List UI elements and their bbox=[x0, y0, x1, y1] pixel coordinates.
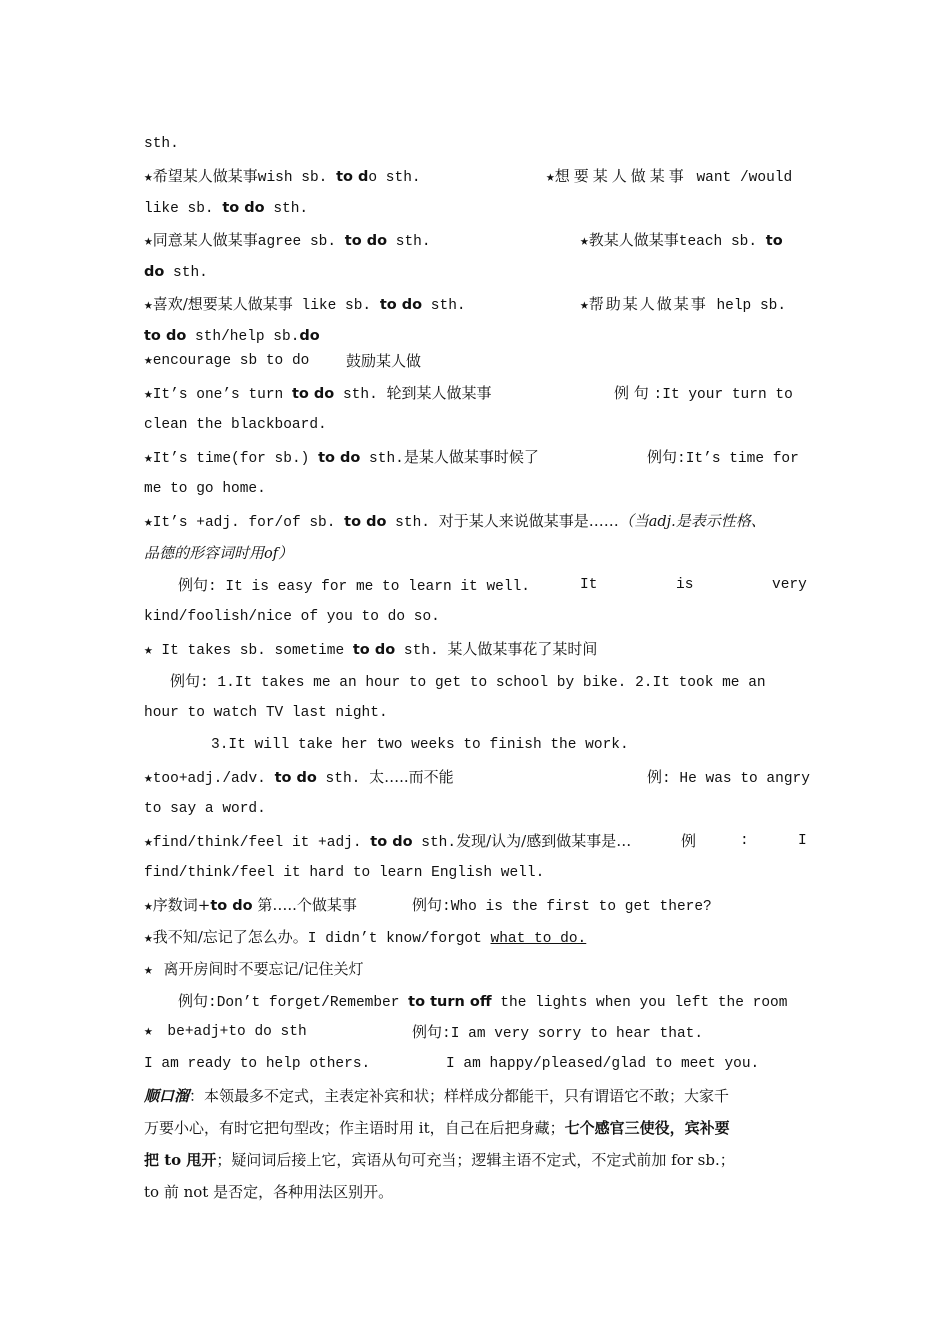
phrase-chinese: 发现/认为/感到做某事是… bbox=[456, 832, 632, 850]
text-line bbox=[144, 288, 808, 320]
example bbox=[647, 441, 799, 475]
phrase-english: like sb. bbox=[292, 298, 380, 314]
rhyme-title: 顺口溜 bbox=[144, 1087, 190, 1105]
bold-infinitive: to do bbox=[210, 898, 253, 914]
example-label: 例 bbox=[647, 768, 663, 786]
example-text: : It is easy for me to learn it well. bbox=[208, 579, 530, 595]
star-icon: ★ bbox=[144, 899, 153, 915]
star-icon: ★ bbox=[144, 298, 153, 314]
phrase-chinese: 鼓励某人做 bbox=[346, 352, 422, 370]
line-text: to say a word. bbox=[144, 801, 266, 817]
star-icon: ★ bbox=[144, 771, 153, 787]
text-line bbox=[144, 377, 808, 409]
phrase-english: sth. bbox=[264, 201, 309, 217]
bold-infinitive: to do bbox=[291, 386, 335, 402]
example-text: :I am very sorry to hear that. bbox=[442, 1026, 704, 1042]
example bbox=[647, 761, 810, 795]
phrase-chinese: 某人做某事花了某时间 bbox=[447, 640, 598, 658]
phrase-english: sth. bbox=[412, 835, 457, 851]
star-icon: ★ bbox=[144, 451, 153, 467]
italic-note: adj. bbox=[648, 514, 676, 530]
phrase-english: encourage sb to do bbox=[152, 353, 310, 369]
phrase-chinese: 是某人做某事时候了 bbox=[403, 448, 539, 466]
text-line bbox=[144, 224, 808, 256]
text-line bbox=[144, 953, 808, 985]
star-icon: ★ bbox=[144, 643, 153, 659]
phrase-english: I didn’t know/forgot bbox=[307, 931, 491, 947]
line-text: kind/foolish/nice of you to do so. bbox=[144, 609, 440, 625]
example-label: 例句 bbox=[647, 448, 678, 466]
bold-infinitive: to do bbox=[274, 770, 317, 786]
phrase-chinese: 同意某人做某事 bbox=[152, 231, 258, 249]
text-line bbox=[144, 985, 808, 1017]
star-icon: ★ bbox=[144, 931, 153, 947]
rhyme-text: 万要小心，有时它把句型改；作主语时用 it，自己在后把身藏； bbox=[144, 1119, 565, 1137]
example-text: I am happy/pleased/glad to meet you. bbox=[446, 1056, 760, 1072]
phrase-english: like sb. bbox=[144, 201, 223, 217]
bold-infinitive: to do bbox=[222, 200, 265, 216]
text-line bbox=[144, 889, 808, 921]
example-label: 例 bbox=[681, 832, 697, 850]
phrase-english: It’s one’s turn bbox=[152, 387, 292, 403]
text-line bbox=[144, 256, 808, 288]
example-word: is bbox=[676, 577, 694, 593]
phrase-chinese: 希望某人做某事 bbox=[152, 167, 258, 185]
phrase-chinese: 对于某人来说做某事是…… bbox=[438, 512, 619, 530]
phrase-english: wish sb. bbox=[257, 170, 337, 186]
example-word: It bbox=[580, 577, 598, 593]
text-line bbox=[144, 192, 808, 224]
text-line bbox=[144, 473, 808, 505]
line-text: clean the blackboard. bbox=[144, 417, 327, 433]
text-line bbox=[144, 160, 808, 192]
italic-note: of bbox=[264, 546, 279, 562]
text-line bbox=[144, 921, 808, 953]
phrase-chinese: 教某人做某事 bbox=[588, 231, 679, 249]
phrase-chinese: 想要某人做某事 bbox=[554, 167, 688, 185]
example-text: : 1.It takes me an hour to get to school by bike. 2.It took me an bbox=[200, 675, 766, 691]
rhyme-bold: 七个感官三使役，宾补要 bbox=[564, 1119, 730, 1137]
phrase-english: want /would bbox=[687, 170, 793, 186]
example-text: I am ready to help others. bbox=[144, 1056, 371, 1072]
example bbox=[614, 377, 793, 411]
text-line bbox=[144, 857, 808, 889]
text-line bbox=[144, 505, 830, 537]
italic-note: 是表示性格、 bbox=[675, 512, 766, 530]
text-line bbox=[144, 825, 808, 857]
second-column bbox=[546, 160, 792, 194]
example-text: :It’s time for bbox=[677, 451, 799, 467]
text-line bbox=[144, 409, 808, 441]
line-text: find/think/feel it hard to learn English well. bbox=[144, 865, 545, 881]
example-text: :It your turn to bbox=[653, 387, 793, 403]
phrase-english: o sth. bbox=[368, 170, 421, 186]
example-text: : He was to angry bbox=[662, 771, 810, 787]
phrase-english: It takes sb. sometime bbox=[152, 643, 353, 659]
phrase-chinese: 我不知/忘记了怎么办。 bbox=[152, 928, 308, 946]
bold-infinitive: to do bbox=[344, 233, 388, 249]
star-icon: ★ bbox=[580, 298, 589, 314]
phrase-english: too+adj./adv. bbox=[152, 771, 275, 787]
phrase-english: sth. bbox=[395, 643, 448, 659]
phrase-english: help sb. bbox=[707, 298, 787, 314]
phrase-chinese: 离开房间时不要忘记/记住关灯 bbox=[158, 960, 364, 978]
example bbox=[412, 889, 712, 923]
example-text: :Don’t forget/Remember bbox=[208, 995, 409, 1011]
phrase-english: be+adj+to do sth bbox=[158, 1024, 307, 1040]
bold-infinitive: to do bbox=[144, 328, 187, 344]
bold-infinitive: do bbox=[144, 264, 165, 280]
star-icon: ★ bbox=[144, 234, 153, 250]
rhyme-text: ：本领最多不定式，主表定补宾和状；样样成分都能干，只有谓语它不敢；大家千 bbox=[189, 1087, 730, 1105]
bold-infinitive: to do bbox=[379, 297, 423, 313]
example-label: 例 句 bbox=[614, 384, 654, 402]
phrase-english: find/think/feel it +adj. bbox=[152, 835, 371, 851]
bold-infinitive: do bbox=[299, 328, 320, 344]
example-text: :Who is the first to get there? bbox=[442, 899, 712, 915]
phrase-english: agree sb. bbox=[257, 234, 345, 250]
text-line bbox=[144, 1080, 808, 1112]
bold-infinitive: to do bbox=[370, 834, 413, 850]
text-line bbox=[144, 441, 808, 473]
example-text: I bbox=[798, 833, 807, 849]
second-column bbox=[580, 288, 786, 322]
bold-infinitive: to bbox=[765, 233, 783, 249]
text-line bbox=[144, 1048, 808, 1080]
phrase-english: sth. bbox=[422, 298, 466, 314]
text-line bbox=[144, 569, 808, 601]
phrase-english: It’s +adj. for/of sb. bbox=[152, 515, 345, 531]
star-icon: ★ bbox=[144, 170, 153, 186]
rhyme-text: ；疑问词后接上它，宾语从句可充当；逻辑主语不定式，不定式前加 for sb.； bbox=[216, 1151, 735, 1169]
phrase-english: sth/help sb. bbox=[186, 329, 300, 345]
second-column bbox=[580, 224, 783, 258]
example-word: very bbox=[772, 577, 807, 593]
text-line bbox=[144, 729, 808, 761]
example-label: 例句 bbox=[412, 1023, 443, 1041]
example-colon: : bbox=[740, 833, 749, 849]
bold-infinitive: to do bbox=[318, 450, 361, 466]
star-icon: ★ bbox=[144, 963, 153, 979]
example-label: 例句 bbox=[170, 672, 201, 690]
phrase-english: sth. bbox=[334, 387, 387, 403]
rhyme-bold: 把 to 甩开 bbox=[144, 1151, 217, 1169]
phrase-chinese: 喜欢/想要某人做某事 bbox=[152, 295, 293, 313]
bold-phrase: to turn off bbox=[408, 994, 492, 1010]
phrase-chinese: 第…..个做某事 bbox=[252, 896, 357, 914]
star-icon: ★ bbox=[144, 353, 153, 369]
line-text: me to go home. bbox=[144, 481, 266, 497]
phrase-chinese: 太…..而不能 bbox=[369, 768, 454, 786]
text-line bbox=[144, 1144, 808, 1176]
text-line bbox=[144, 761, 808, 793]
phrase-english: sth. bbox=[386, 515, 439, 531]
bold-infinitive: to do bbox=[344, 514, 387, 530]
bold-infinitive: to d bbox=[336, 169, 369, 185]
text-line bbox=[144, 793, 808, 825]
phrase-chinese: 序数词+ bbox=[152, 896, 211, 914]
italic-note: 品德的形容词时用 bbox=[144, 544, 265, 562]
star-icon: ★ bbox=[144, 387, 153, 403]
text-line bbox=[144, 1176, 808, 1208]
text-line bbox=[144, 345, 808, 377]
text-line bbox=[144, 537, 808, 569]
phrase-english: sth. bbox=[164, 265, 208, 281]
italic-note: （当 bbox=[618, 512, 649, 530]
phrase-chinese: 帮助某人做某事 bbox=[588, 295, 708, 313]
example bbox=[412, 1016, 703, 1050]
example-label: 例句 bbox=[412, 896, 443, 914]
line-text: sth. bbox=[144, 136, 179, 152]
italic-note: ） bbox=[278, 544, 294, 562]
star-icon: ★ bbox=[144, 1024, 153, 1040]
star-icon: ★ bbox=[546, 170, 555, 186]
star-icon: ★ bbox=[144, 835, 153, 851]
phrase-english: teach sb. bbox=[678, 234, 766, 250]
line-text: hour to watch TV last night. bbox=[144, 705, 388, 721]
text-line bbox=[144, 633, 808, 665]
underlined-phrase: what to do. bbox=[490, 931, 587, 947]
phrase-english: sth. bbox=[387, 234, 431, 250]
example-label: 例句 bbox=[178, 576, 209, 594]
phrase-english: It’s time(for sb.) bbox=[152, 451, 319, 467]
text-line bbox=[144, 665, 808, 697]
phrase-english: sth. bbox=[316, 771, 370, 787]
phrase-english: sth. bbox=[360, 451, 404, 467]
text-line bbox=[144, 697, 808, 729]
bold-infinitive: to do bbox=[352, 642, 396, 658]
example-label: 例句 bbox=[178, 992, 209, 1010]
star-icon: ★ bbox=[580, 234, 589, 250]
text-line bbox=[144, 601, 808, 633]
rhyme-text: to 前 not 是否定，各种用法区别开。 bbox=[144, 1183, 394, 1201]
star-icon: ★ bbox=[144, 515, 153, 531]
text-line bbox=[144, 1016, 808, 1048]
line-text: 3.It will take her two weeks to finish the work. bbox=[211, 737, 629, 753]
example-text: the lights when you left the room bbox=[491, 995, 788, 1011]
text-line bbox=[144, 1112, 808, 1144]
phrase-chinese: 轮到某人做某事 bbox=[386, 384, 492, 402]
text-line bbox=[144, 128, 808, 160]
